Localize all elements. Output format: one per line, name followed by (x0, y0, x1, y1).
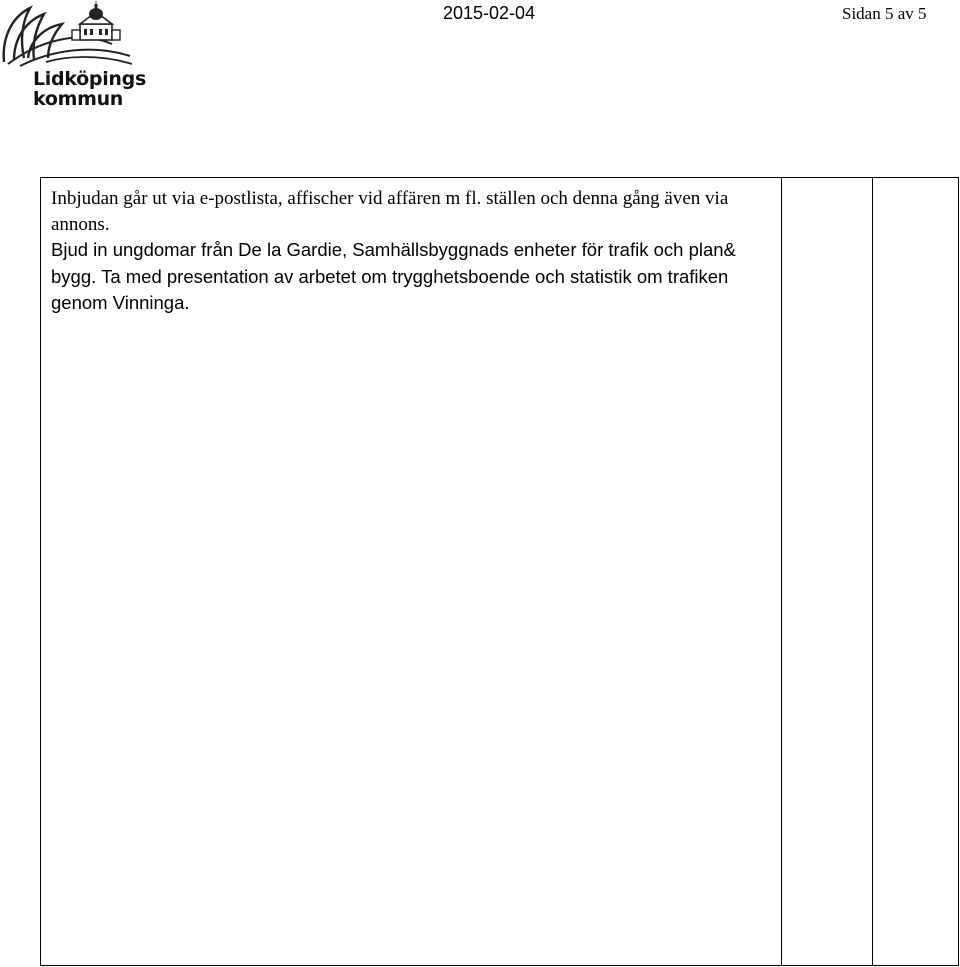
crest-icon (0, 0, 140, 72)
logo-text-line1: Lidköpings (33, 68, 146, 90)
page-number: Sidan 5 av 5 (842, 4, 927, 23)
lidkopings-kommun-logo (0, 0, 146, 115)
paragraph-invite-youth-part1: Bjud in ungdomar från De la Gardie, Samhällsbyggnads enheter för trafik och plan& bygg. (51, 239, 736, 287)
minutes-table (40, 177, 959, 966)
column-divider (872, 178, 873, 965)
column-divider (781, 178, 782, 965)
table-cell-content (51, 186, 773, 317)
column-divider (958, 178, 959, 965)
paragraph-invite-youth (51, 237, 773, 317)
document-date: 2015-02-04 (443, 3, 536, 23)
paragraph-invitation: Inbjudan går ut via e-postlista, affischer vid affären m fl. ställen och denna gång även via annons. (51, 188, 729, 235)
paragraph-invite-youth-part2: Ta med presentation av arbetet om trygghetsboende och statistik om trafiken genom Vinninga. (51, 265, 729, 313)
logo-text-line2: kommun (33, 88, 124, 110)
